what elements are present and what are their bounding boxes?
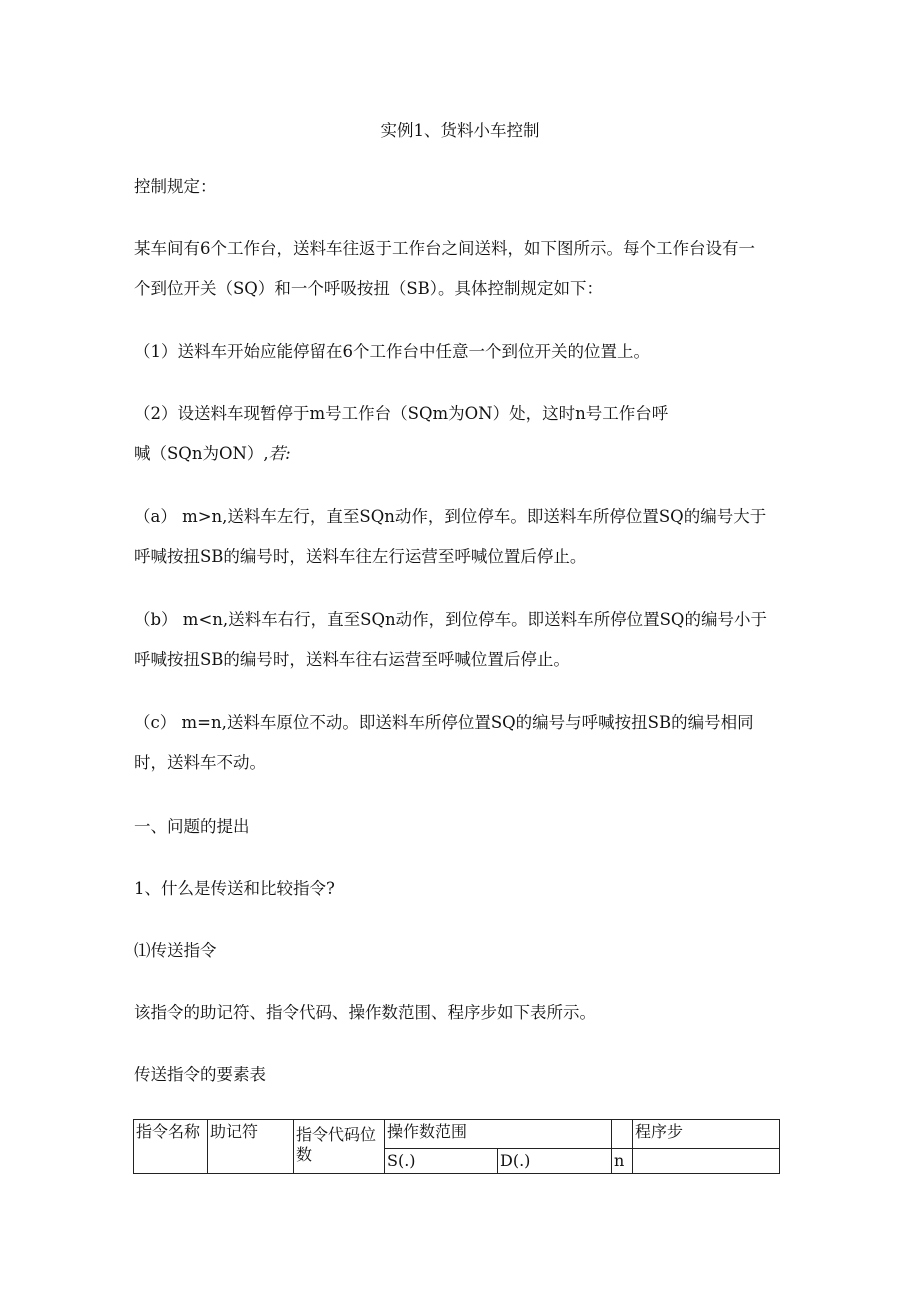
question-heading: 1、什么是传送和比较指令? [134,879,335,898]
document-title: 实例1、货料小车控制 [380,121,540,140]
header-empty-cell [612,1120,633,1149]
case-b-cont: 呼喊按扭SB的编号时，送料车往右运营至呼喊位置后停止。 [134,650,570,669]
case-a: （a） m>n,送料车左行，直至SQn动作，到位停车。即送料车所停位置SQ的编号大于 [134,507,767,526]
header-mnemonic: 助记符 [208,1120,294,1174]
rule-item-2-if: 若: [268,444,291,463]
case-c-cont: 时，送料车不动。 [134,753,266,772]
case-a-cont: 呼喊按扭SB的编号时，送料车往左行运营至呼喊位置后停止。 [134,547,587,566]
case-c: （c） m=n,送料车原位不动。即送料车所停位置SQ的编号与呼喊按扭SB的编号相同 [134,713,754,732]
heading-control-rules: 控制规定： [134,177,217,196]
operand-d: D(.) [498,1149,612,1174]
steps-blank-cell [633,1149,780,1174]
paragraph-line: 个到位开关（SQ）和一个呼吸按扭（SB）。具体控制规定如下： [134,279,604,298]
section-heading: 一、问题的提出 [134,817,250,836]
sub-heading: ⑴传送指令 [134,941,217,960]
header-operand-range: 操作数范围 [385,1120,612,1149]
table-caption: 传送指令的要素表 [134,1065,266,1084]
operand-s: S(.) [385,1149,498,1174]
rule-item-2: （2）设送料车现暂停于m号工作台（SQm为ON）处，这时n号工作台呼 [134,404,669,423]
operand-n: n [612,1149,633,1174]
header-program-steps: 程序步 [633,1120,780,1149]
table-description: 该指令的助记符、指令代码、操作数范围、程序步如下表所示。 [134,1003,596,1022]
case-b: （b） m<n,送料车右行，直至SQn动作，到位停车。即送料车所停位置SQ的编号小于 [134,610,767,629]
header-instruction-name: 指令名称 [134,1120,208,1174]
rule-item-1: （1）送料车开始应能停留在6个工作台中任意一个到位开关的位置上。 [134,342,650,361]
header-instruction-code: 指令代码位数 [294,1120,385,1174]
instruction-elements-table [133,1119,780,1174]
paragraph-line: 某车间有6个工作台，送料车往返于工作台之间送料，如下图所示。每个工作台设有一 [134,239,755,258]
rule-item-2-cont [134,443,291,465]
rule-item-2-text: 喊（SQn为ON）, [134,444,269,463]
